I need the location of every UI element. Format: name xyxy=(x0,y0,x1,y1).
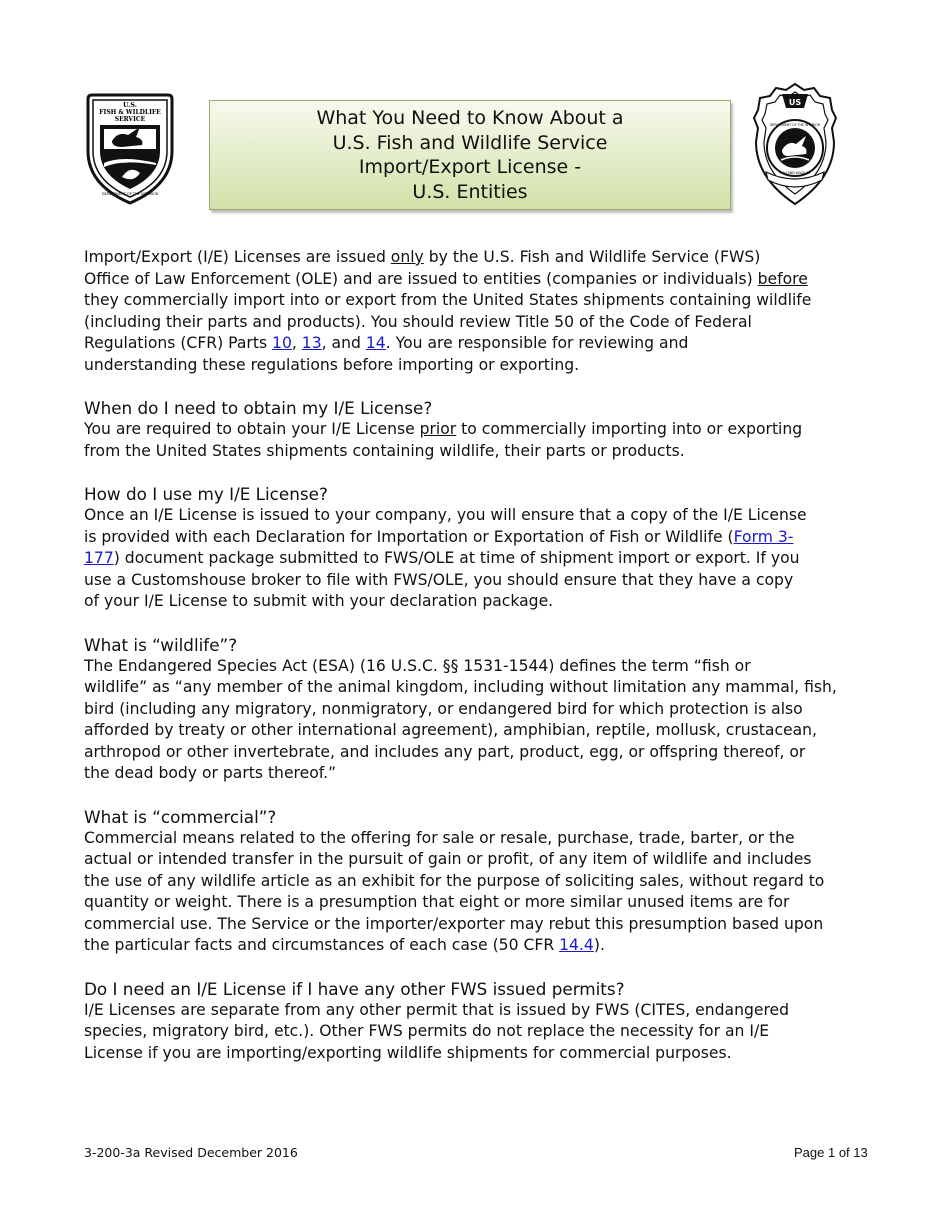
title-line-1: What You Need to Know About a xyxy=(316,107,624,129)
title-line-3: Import/Export License - xyxy=(358,156,582,178)
intro-line: (including their parts and products). You should review Title 50 of the Code of Federal xyxy=(84,312,752,331)
section-heading: Do I need an I/E License if I have any other FWS issued permits? xyxy=(84,978,625,999)
cfr-part-14-link[interactable]: 14 xyxy=(365,334,386,352)
section-heading: What is “commercial”? xyxy=(84,806,277,827)
section-how xyxy=(84,483,864,613)
badge-ring-text: DEPARTMENT OF THE INTERIOR xyxy=(769,123,821,127)
section-line: 177) document package submitted to FWS/OLE at time of shipment import or export. If you xyxy=(84,549,800,567)
cfr-part-10-link[interactable]: 10 xyxy=(272,334,292,352)
section-commercial xyxy=(84,806,864,957)
section-heading: When do I need to obtain my I/E License? xyxy=(84,398,433,418)
section-line: afforded by treaty or other international agreement), amphibian, reptile, mollusk, crustacean, xyxy=(84,721,818,739)
intro-line: Office of Law Enforcement (OLE) and are issued to entities (companies or individuals) before xyxy=(84,269,808,288)
section-line: the dead body or parts thereof.” xyxy=(84,764,337,782)
section-heading: How do I use my I/E License? xyxy=(84,484,328,504)
section-line: quantity or weight. There is a presumption that eight or more similar unused items are for xyxy=(84,893,790,911)
section-line: species, migratory bird, etc.). Other FWS permits do not replace the necessity for an I/E xyxy=(84,1022,770,1040)
section-line: the use of any wildlife article as an exhibit for the purpose of soliciting sales, without regard to xyxy=(84,871,825,890)
cfr-14-4-link[interactable]: 14.4 xyxy=(559,936,594,954)
badge-text-us: US xyxy=(788,98,802,107)
section-line: of your I/E License to submit with your declaration package. xyxy=(84,592,554,610)
emphasis-prior: prior xyxy=(419,420,457,438)
law-enforcement-badge-logo xyxy=(752,82,838,206)
intro-section xyxy=(84,247,864,376)
title-line-4: U.S. Entities xyxy=(412,180,528,203)
section-line: arthropod or other invertebrate, and includes any part, product, egg, or offspring thereof, or xyxy=(84,742,806,761)
section-line: commercial use. The Service or the importer/exporter may rebut this presumption based upon xyxy=(84,914,824,933)
section-line: Commercial means related to the offering for sale or resale, purchase, trade, barter, or the xyxy=(84,828,795,847)
logo-text-service: SERVICE xyxy=(114,116,146,123)
section-line: the particular facts and circumstances of each case (50 CFR 14.4). xyxy=(84,936,605,954)
form-id-footer: 3-200-3a Revised December 2016 xyxy=(84,1145,298,1160)
section-line: You are required to obtain your I/E License prior to commercially importing into or exporting xyxy=(84,420,803,438)
title-line-2: U.S. Fish and Wildlife Service xyxy=(332,131,608,154)
form-3-177-link[interactable]: Form 3- xyxy=(733,527,794,546)
cfr-part-13-link[interactable]: 13 xyxy=(301,334,322,352)
section-line: actual or intended transfer in the pursuit of gain or profit, of any item of wildlife and includes xyxy=(84,850,812,868)
page-number-footer: Page 1 of 13 xyxy=(794,1145,868,1160)
intro-line: Import/Export (I/E) Licenses are issued only by the U.S. Fish and Wildlife Service (FWS) xyxy=(84,248,761,266)
section-line: License if you are importing/exporting wildlife shipments for commercial purposes. xyxy=(84,1043,732,1062)
document-body xyxy=(84,247,864,1064)
section-line: wildlife” as “any member of the animal kingdom, including without limitation any mammal, fish, xyxy=(84,678,837,696)
section-line: The Endangered Species Act (ESA) (16 U.S.C. §§ 1531-1544) defines the term “fish or xyxy=(84,656,751,675)
intro-line: understanding these regulations before importing or exporting. xyxy=(84,355,580,374)
badge-ring-text-bottom: FISH AND WILDLIFE xyxy=(779,171,811,175)
section-line: bird (including any migratory, nonmigratory, or endangered bird for which protection is also xyxy=(84,699,803,718)
logo-text-fws: FISH & WILDLIFE xyxy=(99,109,161,116)
section-line: from the United States shipments containing wildlife, their parts or products. xyxy=(84,441,685,460)
usfws-shield-logo xyxy=(82,93,178,205)
section-line: use a Customshouse broker to file with FWS/OLE, you should ensure that they have a copy xyxy=(84,570,794,589)
intro-line: Regulations (CFR) Parts 10, 13, and 14. You are responsible for reviewing and xyxy=(84,334,689,352)
form-3-177-link-cont[interactable]: 177 xyxy=(84,549,114,567)
section-when xyxy=(84,397,864,462)
emphasis-only: only xyxy=(390,248,424,266)
section-line: is provided with each Declaration for Importation or Exportation of Fish or Wildlife (Form 3- xyxy=(84,527,794,546)
section-wildlife xyxy=(84,634,864,785)
emphasis-before: before xyxy=(757,269,808,288)
section-other-permits xyxy=(84,978,864,1065)
title-box xyxy=(209,100,731,210)
section-line: Once an I/E License is issued to your company, you will ensure that a copy of the I/E License xyxy=(84,506,807,524)
logo-text-us: U.S. xyxy=(122,101,138,109)
section-heading: What is “wildlife”? xyxy=(84,634,238,655)
intro-line: they commercially import into or export from the United States shipments containing wildlife xyxy=(84,291,812,309)
logo-text-doi: DEPARTMENT OF THE INTERIOR xyxy=(101,192,159,196)
section-line: I/E Licenses are separate from any other permit that is issued by FWS (CITES, endangered xyxy=(84,1000,790,1019)
